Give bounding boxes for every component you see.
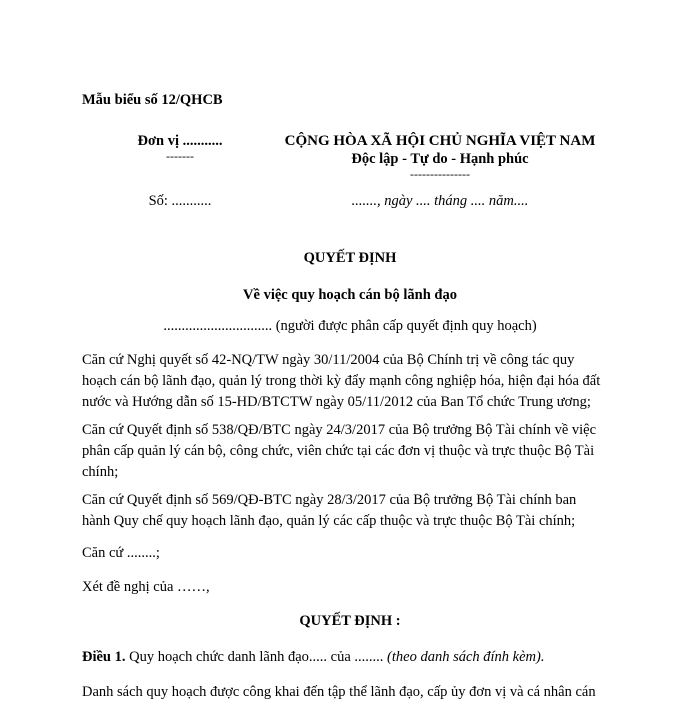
basis-paragraph [82, 420, 622, 483]
article-1 [82, 649, 544, 666]
paragraph-line: Căn cứ Nghị quyết số 42-NQ/TW ngày 30/11/2004 của Bộ Chính trị về công tác quy [82, 352, 575, 368]
unit-label: Đơn vị ........... [137, 133, 223, 149]
article-1-text: Quy hoạch chức danh lãnh đạo..... của ........ [125, 649, 388, 665]
issuer-line: .............................. (người được phân cấp quyết định quy hoạch) [163, 318, 537, 334]
nation-title: CỘNG HÒA XÃ HỘI CHỦ NGHĨA VIỆT NAM [284, 133, 596, 149]
document-title: QUYẾT ĐỊNH [303, 250, 397, 266]
form-code: Mẫu biểu số 12/QHCB [82, 92, 223, 108]
article-1-note: (theo danh sách đính kèm). [387, 649, 545, 665]
last-line: Danh sách quy hoạch được công khai đến tập thể lãnh đạo, cấp ủy đơn vị và cá nhân cán [82, 684, 596, 700]
document-subject: Về việc quy hoạch cán bộ lãnh đạo [243, 287, 457, 303]
paragraph-line: phân cấp quản lý cán bộ, công chức, viên chức tại các đơn vị thuộc và trực thuộc Bộ Tài [82, 443, 595, 459]
basis-other: Căn cứ ........; [82, 545, 160, 561]
paragraph-line: hoạch cán bộ lãnh đạo, quản lý trong thời kỳ đẩy mạnh công nghiệp hóa, hiện đại hóa đất [82, 373, 601, 389]
unit-underline: ------- [166, 149, 194, 163]
paragraph-line: Căn cứ Quyết định số 538/QĐ/BTC ngày 24/3/2017 của Bộ trưởng Bộ Tài chính về việc [82, 422, 597, 438]
date-line: ......., ngày .... tháng .... năm.... [351, 193, 529, 209]
paragraph-line: hành Quy chế quy hoạch lãnh đạo, quản lý các cấp thuộc và trực thuộc Bộ Tài chính; [82, 513, 576, 529]
decision-heading: QUYẾT ĐỊNH : [299, 613, 401, 629]
paragraph-line: chính; [82, 464, 119, 480]
motto-underline: --------------- [410, 167, 470, 181]
motto: Độc lập - Tự do - Hạnh phúc [351, 151, 529, 167]
article-1-label: Điều 1. [82, 649, 126, 665]
basis-paragraph [82, 350, 622, 413]
paragraph-line: nước và Hướng dẫn số 15-HD/BTCTW ngày 05/11/2012 của Ban Tổ chức Trung ương; [82, 394, 591, 410]
document-number: Số: ........... [148, 193, 212, 209]
paragraph-line: Căn cứ Quyết định số 569/QĐ-BTC ngày 28/3/2017 của Bộ trưởng Bộ Tài chính ban [82, 492, 577, 508]
basis-paragraph [82, 490, 622, 532]
proposal-line: Xét đề nghị của ……, [82, 579, 210, 595]
